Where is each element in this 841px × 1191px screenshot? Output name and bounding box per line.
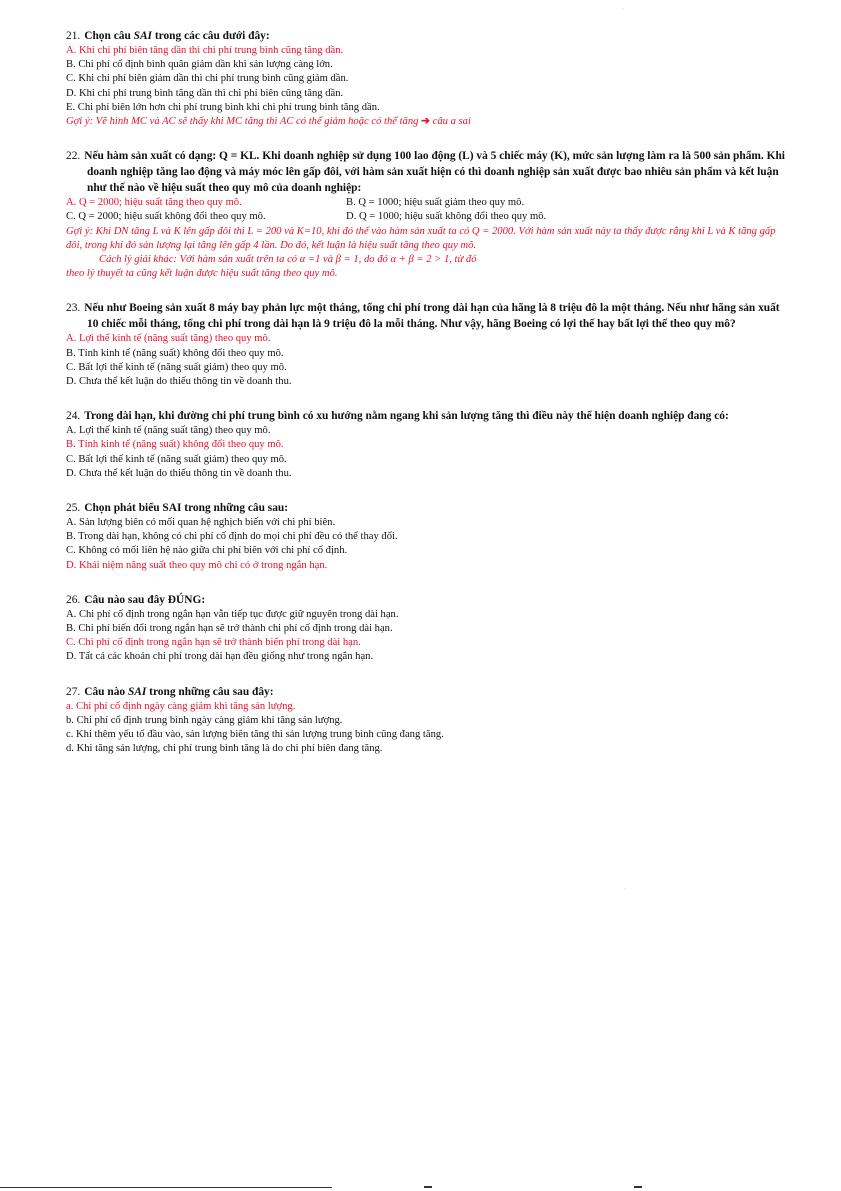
question-22-hint-alt: Cách lý giải khác: Với hàm sản xuất trên ta có α =1 và β = 1, do đó α + β = 2 > 1, từ đó	[99, 254, 477, 266]
question-23-title: 23. Nếu như Boeing sản xuất 8 máy bay phản lực một tháng, tổng chi phí trong dài hạn của hãng là 8 triệu đô la một tháng. Nếu như hãng sản xuất 10 chiếc mỗi tháng, tổng chi phí trong dài hạn là 9 triệu đô la mỗi tháng. Như vậy, hãng Boeing có lợi thế hay bất lợi thế theo quy mô?	[66, 302, 780, 331]
question-24-option-b: B. Tính kinh tế (năng suất) không đổi theo quy mô.	[66, 439, 284, 451]
question-27-option-d: d. Khi tăng sản lượng, chi phí trung bình tăng là do chi phí biên đang tăng.	[66, 743, 383, 755]
arrow-right-icon: ➔	[421, 116, 430, 128]
corner-mark-mid-right: .	[624, 882, 626, 891]
question-27-option-b: b. Chi phí cố định trung bình ngày càng giảm khi tăng sản lượng.	[66, 714, 343, 726]
question-22-option-c: C. Q = 2000; hiệu suất không đổi theo quy mô.	[66, 211, 266, 223]
question-24-option-d: D. Chưa thể kết luận do thiếu thông tin về doanh thu.	[66, 467, 292, 479]
question-24	[66, 408, 786, 481]
question-24-option-a: A. Lợi thế kinh tế (năng suất tăng) theo quy mô.	[66, 425, 271, 437]
question-22-title: 22. Nếu hàm sản xuất có dạng: Q = KL. Khi doanh nghiệp sử dụng 100 lao động (L) và 5 chiếc máy (K), mức sản lượng làm ra là 500 sản phẩm. Khi doanh nghiệp tăng lao động và máy móc lên gấp đôi, với hàm sản xuất hiện có thì doanh nghiệp sản xuất được bao nhiêu sản phẩm và kết luận như thế nào về hiệu suất theo quy mô của doanh nghiệp:	[66, 150, 785, 195]
question-21-hint: Gợi ý: Vẽ hình MC và AC sẽ thấy khi MC tăng thì AC có thể giảm hoặc có thể tăng ➔ câu a sai	[66, 116, 471, 128]
question-23-option-a: A. Lợi thế kinh tế (năng suất tăng) theo quy mô.	[66, 333, 271, 345]
question-25-option-a: A. Sản lượng biên có mối quan hệ nghịch biến với chi phí biên.	[66, 517, 336, 529]
question-21-title: 21. Chọn câu SAI trong các câu dưới đây:	[66, 30, 270, 42]
question-21	[66, 28, 786, 129]
question-22-options-row-2	[66, 210, 786, 224]
question-25-option-b: B. Trong dài hạn, không có chi phí cố định do mọi chi phí đều có thể thay đổi.	[66, 531, 398, 543]
question-26	[66, 592, 786, 665]
question-22-hint: Gợi ý: Khi DN tăng L và K lên gấp đôi thì L = 200 và K=10, khi đó thế vào hàm sản xuất ta có Q = 2000. Với hàm sản xuất này ta thấy được rằng khi L và K tăng gấp đôi, trong khi đó sản lượng lại tăng lên gấp 4 lần. Do đó, kết luận là hiệu suất tăng theo quy mô.	[66, 225, 776, 251]
question-24-option-c: C. Bất lợi thế kinh tế (năng suất giảm) theo quy mô.	[66, 453, 287, 465]
question-26-option-a: A. Chi phí cố định trong ngắn hạn vẫn tiếp tục được giữ nguyên trong dài hạn.	[66, 608, 399, 620]
question-21-option-d: D. Khi chi phí trung bình tăng dần thì chi phí biên cũng tăng dần.	[66, 87, 344, 99]
question-23	[66, 300, 786, 389]
question-26-title: 26. Câu nào sau đây ĐÚNG:	[66, 593, 206, 606]
question-21-option-a: A. Khi chi phí biên tăng dần thì chi phí trung bình cũng tăng dần.	[66, 45, 344, 56]
question-23-option-d: D. Chưa thể kết luận do thiếu thông tin về doanh thu.	[66, 376, 292, 388]
question-27-title: 27. Câu nào SAI trong những câu sau đây:	[66, 685, 274, 698]
question-21-option-e: E. Chi phí biên lớn hơn chi phí trung bình khi chi phí trung bình tăng dần.	[66, 101, 380, 113]
question-22-option-d: D. Q = 1000; hiệu suất không đổi theo quy mô.	[346, 211, 547, 223]
question-23-option-c: C. Bất lợi thế kinh tế (năng suất giảm) theo quy mô.	[66, 361, 287, 373]
page-bottom-tick-2	[634, 1186, 642, 1188]
document-page	[66, 28, 786, 757]
question-24-title: 24. Trong dài hạn, khi đường chi phí trung bình có xu hướng nằm ngang khi sản lượng tăng thì điều này thể hiện doanh nghiệp đang có:	[66, 410, 729, 423]
question-26-option-d: D. Tất cả các khoản chi phí trong dài hạn đều giống như trong ngắn hạn.	[66, 651, 374, 663]
question-25	[66, 500, 786, 573]
question-25-option-c: C. Không có mối liên hệ nào giữa chi phí biên với chi phí cố định.	[66, 545, 348, 557]
page-bottom-rule	[0, 1187, 332, 1188]
question-22-options-row-1	[66, 196, 786, 210]
question-22-hint-alt-cont: theo lý thuyết ta cũng kết luận được hiệu suất tăng theo quy mô.	[66, 268, 338, 280]
question-26-option-c: C. Chi phí cố định trong ngắn hạn sẽ trở thành biến phí trong dài hạn.	[66, 637, 361, 649]
question-21-option-b: B. Chi phí cố định bình quân giảm dần khi sản lượng càng lớn.	[66, 59, 333, 71]
question-21-option-c: C. Khi chi phí biên giảm dần thì chi phí trung bình cũng giảm dần.	[66, 73, 349, 85]
corner-mark-top-right: .	[622, 2, 624, 11]
question-22-option-b: B. Q = 1000; hiệu suất giảm theo quy mô.	[346, 197, 525, 209]
question-25-option-d: D. Khái niệm năng suất theo quy mô chỉ có ở trong ngắn hạn.	[66, 559, 328, 571]
question-27-option-a: a. Chi phí cố định ngày càng giảm khi tăng sản lượng.	[66, 700, 296, 712]
question-25-title: 25. Chọn phát biểu SAI trong những câu sau:	[66, 502, 289, 515]
page-bottom-tick-1	[424, 1186, 432, 1188]
question-22-option-a: A. Q = 2000; hiệu suất tăng theo quy mô.	[66, 197, 242, 209]
question-26-option-b: B. Chi phí biến đổi trong ngắn hạn sẽ trở thành chi phí cố định trong dài hạn.	[66, 623, 393, 635]
question-27	[66, 684, 786, 757]
question-27-option-c: c. Khi thêm yếu tố đầu vào, sản lượng biên tăng thì sản lượng trung bình cũng đang tăng.	[66, 729, 444, 741]
question-23-option-b: B. Tính kinh tế (năng suất) không đổi theo quy mô.	[66, 347, 284, 359]
question-22	[66, 148, 786, 281]
